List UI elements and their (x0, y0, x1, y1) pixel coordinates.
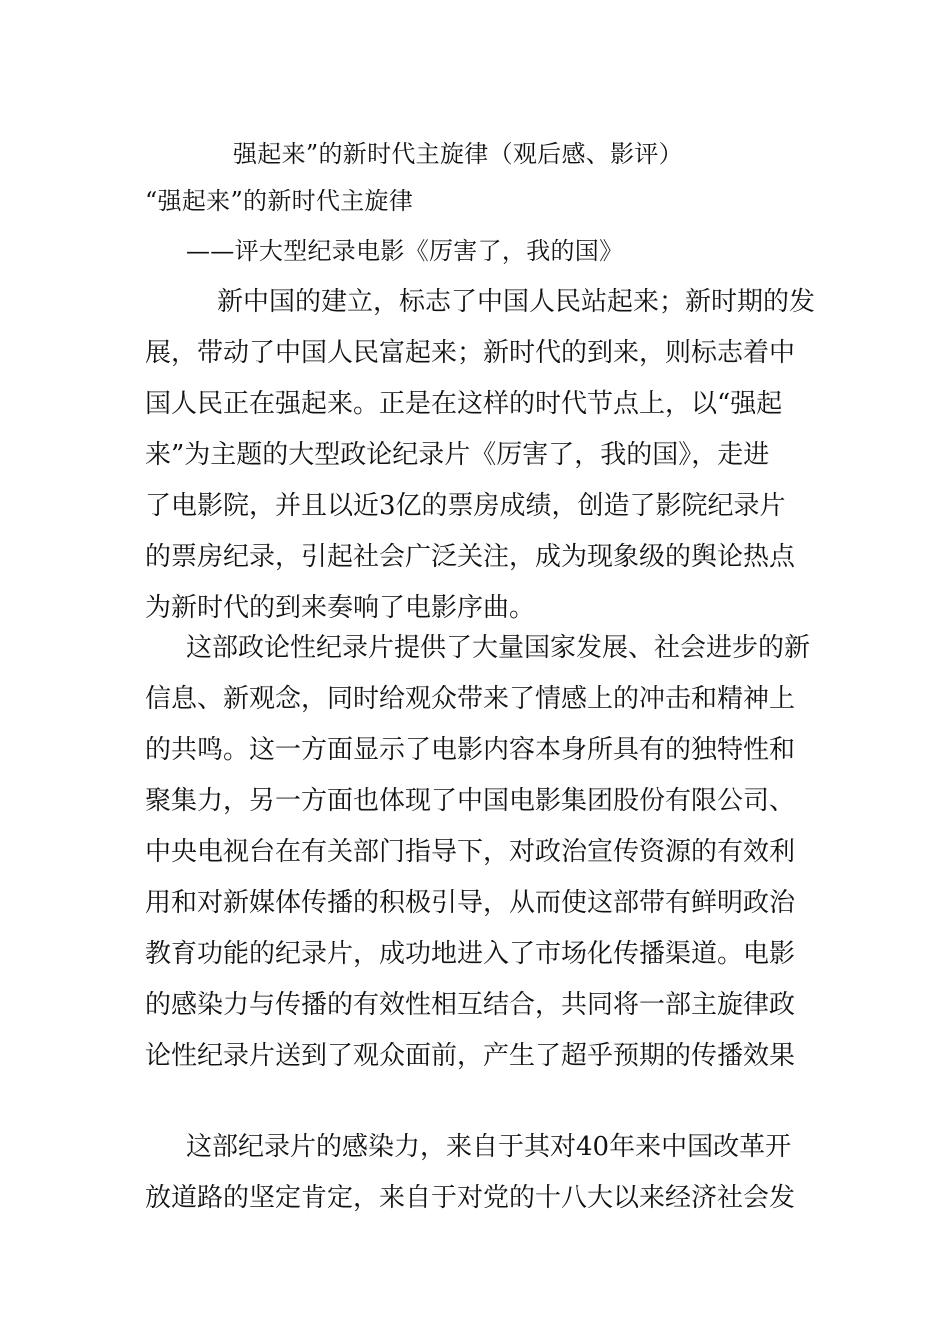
paragraph-line: 的感染力与传播的有效性相互结合，共同将一部主旋律政 (145, 990, 796, 1020)
paragraph-line: 论性纪录片送到了观众面前，产生了超乎预期的传播效果 (145, 1041, 796, 1071)
paragraph-line: 的票房纪录，引起社会广泛关注，成为现象级的舆论热点 (145, 542, 796, 572)
paragraph-line: 用和对新媒体传播的积极引导，从而使这部带有鲜明政治 (145, 888, 796, 918)
review-line: ——评大型纪录电影《厉害了，我的国》 (186, 237, 624, 265)
paragraph-line: 了电影院，并且以近3亿的票房成绩，创造了影院纪录片 (145, 491, 786, 521)
document-title: 强起来”的新时代主旋律（观后感、影评） (233, 140, 683, 168)
paragraph-line: 展，带动了中国人民富起来；新时代的到来，则标志着中 (145, 338, 796, 368)
paragraph-line: 这部纪录片的感染力，来自于其对40年来中国改革开 (186, 1132, 792, 1162)
paragraph-line: 新中国的建立，标志了中国人民站起来；新时期的发 (217, 287, 816, 317)
paragraph-line: 为新时代的到来奏响了电影序曲。 (145, 593, 536, 623)
paragraph-line: 信息、新观念，同时给观众带来了情感上的冲击和精神上 (145, 684, 796, 714)
paragraph-line: 国人民正在强起来。正是在这样的时代节点上，以“强起 (145, 389, 783, 419)
paragraph-line: 这部政论性纪录片提供了大量国家发展、社会进步的新 (186, 633, 811, 663)
paragraph-line: 中央电视台在有关部门指导下，对政治宣传资源的有效利 (145, 837, 796, 867)
document-subtitle: “强起来”的新时代主旋律 (145, 187, 414, 215)
paragraph-line: 教育功能的纪录片，成功地进入了市场化传播渠道。电影 (145, 939, 796, 969)
paragraph-line: 放道路的坚定肯定，来自于对党的十八大以来经济社会发 (145, 1183, 796, 1213)
paragraph-line: 聚集力，另一方面也体现了中国电影集团股份有限公司、 (145, 786, 796, 816)
paragraph-line: 的共鸣。这一方面显示了电影内容本身所具有的独特性和 (145, 735, 796, 765)
paragraph-line: 来”为主题的大型政论纪录片《厉害了，我的国》，走进 (145, 440, 770, 470)
